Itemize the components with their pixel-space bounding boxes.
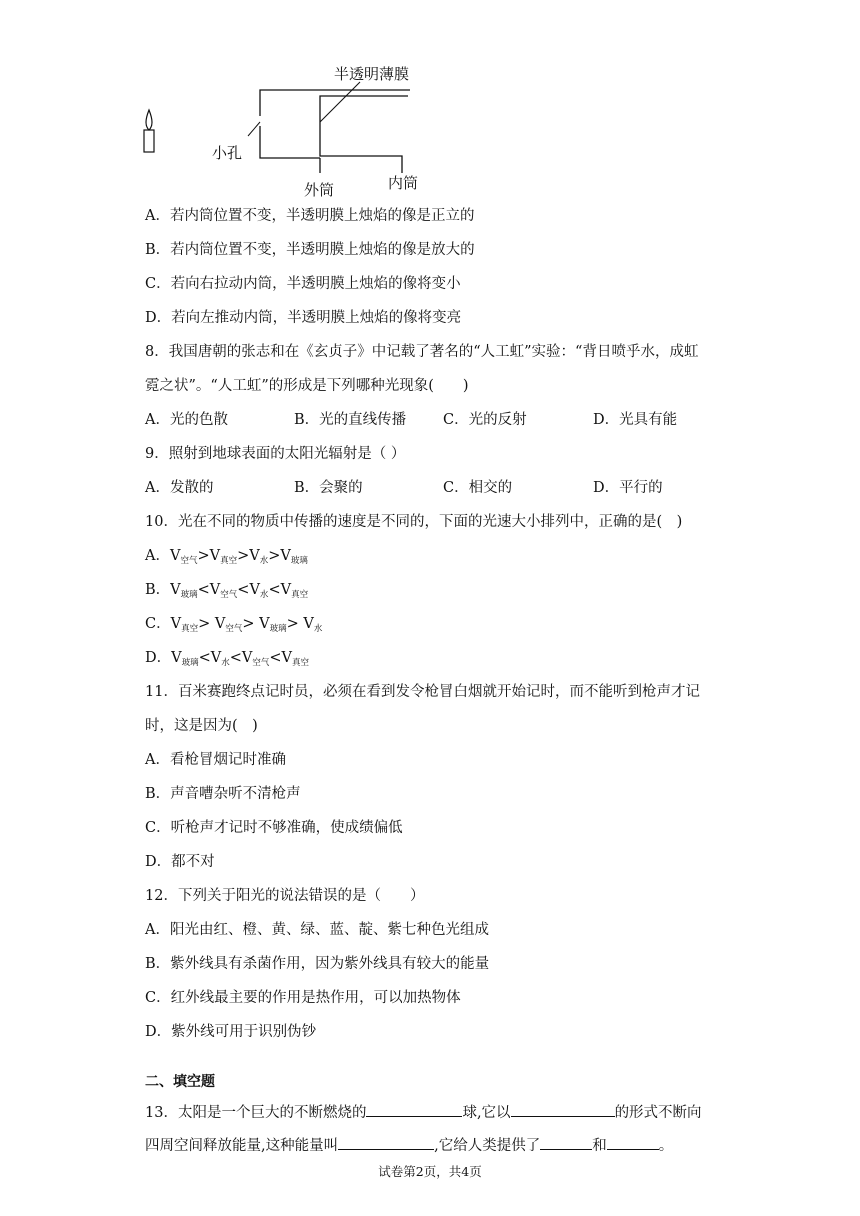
q10a-op1: >V [197, 548, 221, 564]
q13-text-6: 和 [592, 1138, 607, 1154]
q13-text-1: 13．太阳是一个巨大的不断燃烧的 [145, 1105, 367, 1121]
q11-option-d: D．都不对 [145, 854, 215, 870]
q10c-sub1: 真空 [181, 624, 199, 634]
q12-option-d: D．紫外线可用于识别伪钞 [145, 1024, 317, 1040]
q10d-sub3: 空气 [252, 658, 270, 668]
q10d-prefix: D．V [145, 650, 182, 666]
q10a-op3: >V [268, 548, 291, 564]
q12-stem: 12．下列关于阳光的说法错误的是（ ） [145, 888, 425, 904]
q13-blank-2[interactable] [511, 1102, 615, 1117]
q10d-sub1: 玻璃 [181, 658, 199, 668]
q10d-op1: <V [198, 650, 222, 666]
q10-option-b [145, 580, 308, 605]
q12-option-b: B．紫外线具有杀菌作用，因为紫外线具有较大的能量 [145, 956, 490, 972]
q7-option-b: B．若内筒位置不变，半透明膜上烛焰的像是放大的 [145, 242, 475, 258]
q10d-sub2: 水 [221, 658, 230, 668]
q10-option-a [145, 546, 308, 571]
q12-option-a: A．阳光由红、橙、黄、绿、蓝、靛、紫七种色光组成 [145, 922, 489, 938]
q8-option-c: C．光的反射 [443, 412, 527, 428]
q7-option-d: D．若向左推动内筒，半透明膜上烛焰的像将变亮 [145, 310, 462, 326]
q10b-sub3: 水 [259, 590, 269, 600]
q7-option-c: C．若向右拉动内筒，半透明膜上烛焰的像将变小 [145, 276, 461, 292]
label-outer-tube: 外筒 [304, 181, 335, 199]
q11-option-a: A．看枪冒烟记时准确 [145, 752, 286, 768]
q10b-op1: <V [197, 582, 221, 598]
q10b-sub4: 真空 [291, 590, 309, 600]
q10-option-d [145, 648, 309, 673]
q13-text-3: 的形式不断向 [614, 1105, 702, 1121]
label-membrane: 半透明薄膜 [334, 65, 410, 83]
q13-blank-1[interactable] [366, 1102, 462, 1117]
q11-option-c: C．听枪声才记时不够准确，使成绩偏低 [145, 820, 403, 836]
q10d-sub4: 真空 [292, 658, 310, 668]
q13-blank-5[interactable] [607, 1135, 659, 1150]
q10b-prefix: B．V [145, 582, 181, 598]
q13-line2 [145, 1135, 673, 1156]
q10d-op3: <V [269, 650, 293, 666]
q11-option-b: B．声音嘈杂听不清枪声 [145, 786, 301, 802]
q10c-op2: > V [242, 616, 270, 632]
q7-option-a: A．若内筒位置不变，半透明膜上烛焰的像是正立的 [145, 208, 475, 224]
q8-option-d: D．光具有能 [593, 412, 678, 428]
q11-stem-line1: 11．百米赛跑终点记时员，必须在看到发令枪冒白烟就开始记时，而不能听到枪声才记 [145, 684, 700, 700]
q10c-sub4: 水 [313, 624, 323, 634]
q13-text-4: 四周空间释放能量,这种能量叫 [145, 1138, 339, 1154]
q9-option-b: B．会聚的 [294, 480, 363, 496]
q10a-sub4: 玻璃 [290, 556, 308, 566]
q10b-sub1: 玻璃 [180, 590, 198, 600]
q9-option-a: A．发散的 [145, 480, 214, 496]
q8-stem-line2: 霓之状”。“人工虹”的形成是下列哪种光现象( ) [145, 378, 469, 394]
q10-option-c [145, 614, 322, 639]
q13-text-7: 。 [658, 1138, 674, 1154]
q13-text-5: ,它给人类提供了 [434, 1138, 541, 1154]
outer-tube [260, 90, 410, 116]
q10a-sub3: 水 [259, 556, 269, 566]
q8-option-a: A．光的色散 [145, 412, 228, 428]
q10c-sub2: 空气 [225, 624, 243, 634]
q10a-op2: >V [237, 548, 260, 564]
q10b-op3: <V [268, 582, 292, 598]
q12-option-c: C．红外线最主要的作用是热作用，可以加热物体 [145, 990, 461, 1006]
q10c-op1: > V [198, 616, 226, 632]
section-title-fill-in: 二、填空题 [145, 1074, 215, 1090]
q13-text-2: 球,它以 [462, 1105, 511, 1121]
q10a-prefix: A．V [145, 548, 181, 564]
q13-line1 [145, 1102, 702, 1123]
q13-blank-3[interactable] [338, 1135, 434, 1150]
q10c-prefix: C．V [145, 616, 182, 632]
q10a-sub2: 真空 [220, 556, 238, 566]
q10c-sub3: 玻璃 [269, 624, 287, 634]
inner-tube [320, 96, 408, 173]
q10b-sub2: 空气 [220, 590, 238, 600]
q9-stem: 9．照射到地球表面的太阳光辐射是（ ） [145, 446, 406, 462]
q10c-op3: > V [286, 616, 314, 632]
q10-stem: 10．光在不同的物质中传播的速度是不同的，下面的光速大小排列中，正确的是( ) [145, 514, 683, 530]
pinhole-camera-diagram [130, 60, 430, 200]
label-inner-tube: 内筒 [388, 174, 419, 192]
q10b-op2: <V [237, 582, 260, 598]
q8-option-b: B．光的直线传播 [294, 412, 407, 428]
q13-blank-4[interactable] [540, 1135, 592, 1150]
q9-option-c: C．相交的 [443, 480, 513, 496]
q10a-sub1: 空气 [180, 556, 198, 566]
label-hole: 小孔 [212, 144, 243, 162]
q8-stem-line1: 8．我国唐朝的张志和在《玄贞子》中记载了著名的“人工虹”实验：“背日喷乎水，成虹 [145, 344, 699, 360]
q9-option-d: D．平行的 [593, 480, 663, 496]
page-footer: 试卷第2页，共4页 [378, 1164, 482, 1179]
q10d-op2: <V [229, 650, 253, 666]
q11-stem-line2: 时，这是因为( ) [145, 718, 258, 734]
candle-icon [144, 110, 154, 152]
